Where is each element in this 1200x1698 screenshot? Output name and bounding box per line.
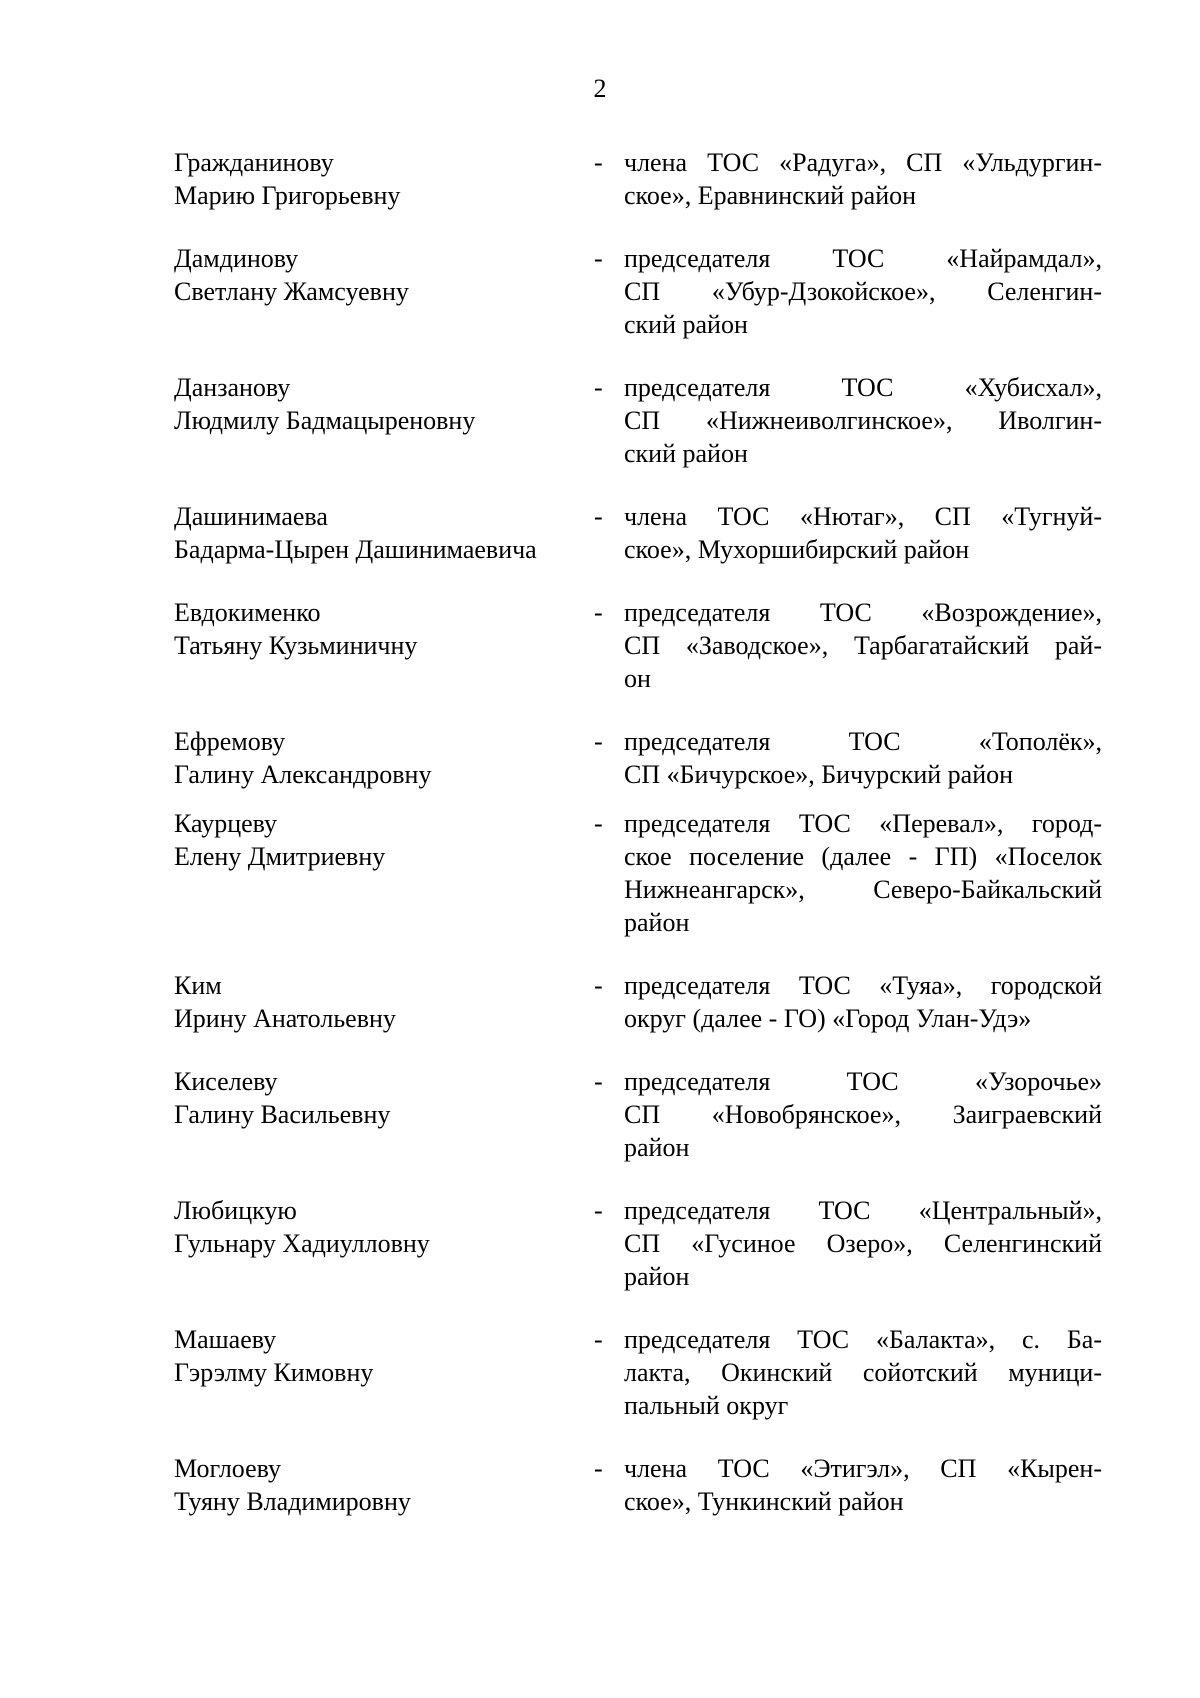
position-description-line: члена ТОС «Радуга», СП «Ульдургин- bbox=[624, 148, 1102, 177]
position-description bbox=[624, 725, 1102, 791]
person-name-line: Ефремову bbox=[174, 727, 286, 756]
position-description-line: ское поселение (далее - ГП) «Поселок bbox=[624, 842, 1102, 871]
dash-separator: - bbox=[594, 1067, 603, 1096]
person-name-line: Каурцеву bbox=[174, 809, 278, 838]
person-name-line: Людмилу Бадмацыреновну bbox=[174, 406, 476, 435]
position-description-line: ский район bbox=[624, 439, 748, 468]
position-description bbox=[624, 596, 1102, 695]
position-description-line: пальный округ bbox=[624, 1391, 789, 1420]
person-name bbox=[174, 1194, 594, 1260]
position-description-line: председателя ТОС «Узорочье» bbox=[624, 1067, 1102, 1096]
position-description-line: район bbox=[624, 1133, 690, 1162]
person-name bbox=[174, 242, 594, 308]
entry-row bbox=[174, 1194, 1102, 1293]
position-description-line: СП «Бичурское», Бичурский район bbox=[624, 760, 1014, 789]
position-description-line: председателя ТОС «Возрождение», bbox=[624, 598, 1102, 627]
position-description bbox=[624, 371, 1102, 470]
person-name-line: Дамдинову bbox=[174, 244, 299, 273]
person-name-line: Гэрэлму Кимовну bbox=[174, 1358, 374, 1387]
position-description-line: председателя ТОС «Туяа», городской bbox=[624, 971, 1102, 1000]
person-name-line: Татьяну Кузьминичну bbox=[174, 631, 418, 660]
entry-row bbox=[174, 725, 1102, 791]
person-name-line: Машаеву bbox=[174, 1325, 277, 1354]
position-description-line: ское», Мухоршибирский район bbox=[624, 535, 970, 564]
position-description-line: СП «Заводское», Тарбагатайский рай- bbox=[624, 631, 1102, 660]
position-description-line: район bbox=[624, 908, 690, 937]
position-description bbox=[624, 807, 1102, 939]
dash-separator: - bbox=[594, 502, 603, 531]
position-description-line: Нижнеангарск», Северо-Байкальский bbox=[624, 875, 1102, 904]
person-name bbox=[174, 969, 594, 1035]
person-name-line: Марию Григорьевну bbox=[174, 181, 401, 210]
position-description-line: члена ТОС «Этигэл», СП «Кырен- bbox=[624, 1454, 1102, 1483]
position-description-line: ский район bbox=[624, 310, 748, 339]
person-name-line: Галину Васильевну bbox=[174, 1100, 391, 1129]
dash-separator: - bbox=[594, 598, 603, 627]
position-description-line: председателя ТОС «Центральный», bbox=[624, 1196, 1102, 1225]
person-name bbox=[174, 725, 594, 791]
position-description-line: председателя ТОС «Перевал», город- bbox=[624, 809, 1102, 838]
person-name bbox=[174, 371, 594, 437]
dash-separator: - bbox=[594, 971, 603, 1000]
dash-separator: - bbox=[594, 244, 603, 273]
dash-separator: - bbox=[594, 1454, 603, 1483]
person-name-line: Киселеву bbox=[174, 1067, 278, 1096]
entry-row bbox=[174, 1452, 1102, 1518]
dash-separator: - bbox=[594, 1325, 603, 1354]
person-name-line: Бадарма-Цырен Дашинимаевича bbox=[174, 535, 537, 564]
dash-separator: - bbox=[594, 148, 603, 177]
page-number: 2 bbox=[593, 74, 607, 103]
position-description-line: он bbox=[624, 664, 651, 693]
position-description bbox=[624, 242, 1102, 341]
position-description-line: СП «Новобрянское», Заиграевский bbox=[624, 1100, 1102, 1129]
person-name bbox=[174, 1065, 594, 1131]
person-name-line: Дашинимаева bbox=[174, 502, 328, 531]
position-description bbox=[624, 1194, 1102, 1293]
person-name bbox=[174, 596, 594, 662]
person-name-line: Ирину Анатольевну bbox=[174, 1004, 396, 1033]
person-name bbox=[174, 1452, 594, 1518]
person-name-line: Елену Дмитриевну bbox=[174, 842, 386, 871]
entry-row bbox=[174, 596, 1102, 695]
position-description-line: округ (далее - ГО) «Город Улан-Удэ» bbox=[624, 1004, 1032, 1033]
position-description bbox=[624, 500, 1102, 566]
entry-row bbox=[174, 1323, 1102, 1422]
position-description-line: председателя ТОС «Найрамдал», bbox=[624, 244, 1102, 273]
position-description-line: СП «Убур-Дзокойское», Селенгин- bbox=[624, 277, 1102, 306]
person-name-line: Ким bbox=[174, 971, 222, 1000]
position-description bbox=[624, 146, 1102, 212]
position-description bbox=[624, 1323, 1102, 1422]
person-name-line: Галину Александровну bbox=[174, 760, 432, 789]
position-description-line: СП «Нижнеиволгинское», Иволгин- bbox=[624, 406, 1102, 435]
dash-separator: - bbox=[594, 727, 603, 756]
position-description-line: председателя ТОС «Хубисхал», bbox=[624, 373, 1102, 402]
position-description-line: СП «Гусиное Озеро», Селенгинский bbox=[624, 1229, 1102, 1258]
person-name-line: Евдокименко bbox=[174, 598, 321, 627]
position-description-line: ское», Еравнинский район bbox=[624, 181, 917, 210]
entry-row bbox=[174, 500, 1102, 566]
dash-separator: - bbox=[594, 809, 603, 838]
dash-separator: - bbox=[594, 373, 603, 402]
entry-row bbox=[174, 969, 1102, 1035]
position-description-line: ское», Тункинский район bbox=[624, 1487, 904, 1516]
person-name-line: Моглоеву bbox=[174, 1454, 282, 1483]
entry-row bbox=[174, 242, 1102, 341]
position-description-line: члена ТОС «Нютаг», СП «Тугнуй- bbox=[624, 502, 1102, 531]
position-description-line: председателя ТОС «Балакта», с. Ба- bbox=[624, 1325, 1102, 1354]
position-description bbox=[624, 1065, 1102, 1164]
person-name-line: Данзанову bbox=[174, 373, 291, 402]
position-description bbox=[624, 1452, 1102, 1518]
position-description-line: район bbox=[624, 1262, 690, 1291]
person-name-line: Туяну Владимировну bbox=[174, 1487, 411, 1516]
dash-separator: - bbox=[594, 1196, 603, 1225]
position-description-line: лакта, Окинский сойотский муници- bbox=[624, 1358, 1102, 1387]
position-description bbox=[624, 969, 1102, 1035]
person-name bbox=[174, 807, 594, 873]
entry-row bbox=[174, 146, 1102, 212]
entry-row bbox=[174, 1065, 1102, 1164]
person-name bbox=[174, 1323, 594, 1389]
position-description-line: председателя ТОС «Тополёк», bbox=[624, 727, 1102, 756]
entry-row bbox=[174, 371, 1102, 470]
person-name-line: Светлану Жамсуевну bbox=[174, 277, 409, 306]
entries-list bbox=[174, 146, 1102, 1518]
person-name bbox=[174, 500, 594, 566]
person-name-line: Гражданинову bbox=[174, 148, 334, 177]
person-name-line: Любицкую bbox=[174, 1196, 297, 1225]
person-name-line: Гульнару Хадиулловну bbox=[174, 1229, 430, 1258]
person-name bbox=[174, 146, 594, 212]
entry-row bbox=[174, 807, 1102, 939]
